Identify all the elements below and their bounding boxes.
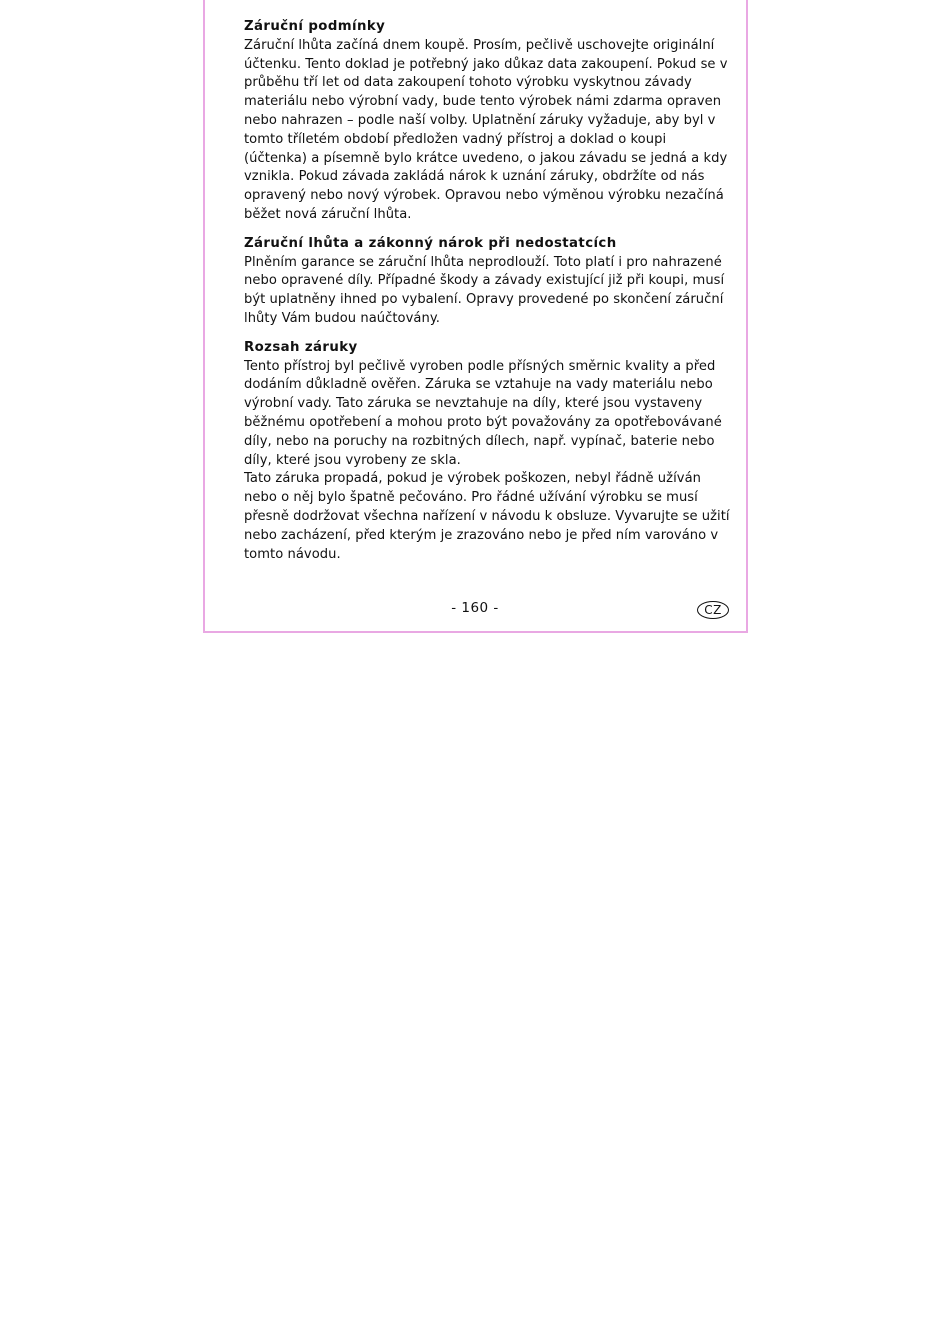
section-heading: Záruční lhůta a zákonný nárok při nedostatcích — [244, 235, 617, 251]
section-paragraph: Tato záruka propadá, pokud je výrobek poškozen, nebyl řádně užíván nebo o něj bylo špatně pečováno. Pro řádné užívání výrobku se musí přesně dodržovat všechna nařízení v návodu k obsluze. Vyvarujte se užití nebo zacházení, před kterým je zrazováno nebo je před ním varováno v tomto návodu. — [244, 471, 730, 562]
section-warranty-conditions — [244, 18, 732, 225]
language-badge: CZ — [697, 601, 729, 619]
document-body — [244, 18, 732, 574]
section-paragraph: Tento přístroj byl pečlivě vyroben podle přísných směrnic kvality a před dodáním důkladně ověřen. Záruka se vztahuje na vady materiálu nebo výrobní vady. Tato záruka se nevztahuje na díly, které jsou vystaveny běžnému opotřebení a mohou proto být považovány za opotřebovávané díly, nebo na poruchy na rozbitných dílech, např. vypínač, baterie nebo díly, které jsou vyrobeny ze skla. — [244, 358, 722, 468]
section-paragraph: Záruční lhůta začíná dnem koupě. Prosím, pečlivě uschovejte originální účtenku. Tento doklad je potřebný jako důkaz data zakoupení. Pokud se v průběhu tří let od data zakoupení tohoto výrobku vyskytnou závady materiálu nebo výrobní vady, bude tento výrobek námi zdarma opraven nebo nahrazen – podle naší volby. Uplatnění záruky vyžaduje, aby byl v tomto tříletém období předložen vadný přístroj a doklad o koupi (účtenka) a písemně bylo krátce uvedeno, o jakou závadu se jedná a kdy vznikla. Pokud závada zakládá nárok k uznání záruky, obdržíte od nás opravený nebo nový výrobek. Opravou nebo výměnou výrobku nezačíná běžet nová záruční lhůta. — [244, 37, 728, 222]
section-warranty-period — [244, 235, 732, 329]
section-paragraph: Plněním garance se záruční lhůta neprodlouží. Toto platí i pro nahrazené nebo opravené díly. Případné škody a závady existující již při koupi, musí být uplatněny ihned po vybalení. Opravy provedené po skončení záruční lhůty Vám budou naúčtovány. — [244, 254, 725, 326]
section-heading: Rozsah záruky — [244, 339, 358, 355]
page-number: - 160 - — [451, 600, 499, 616]
section-warranty-scope — [244, 339, 732, 565]
section-heading: Záruční podmínky — [244, 19, 386, 34]
